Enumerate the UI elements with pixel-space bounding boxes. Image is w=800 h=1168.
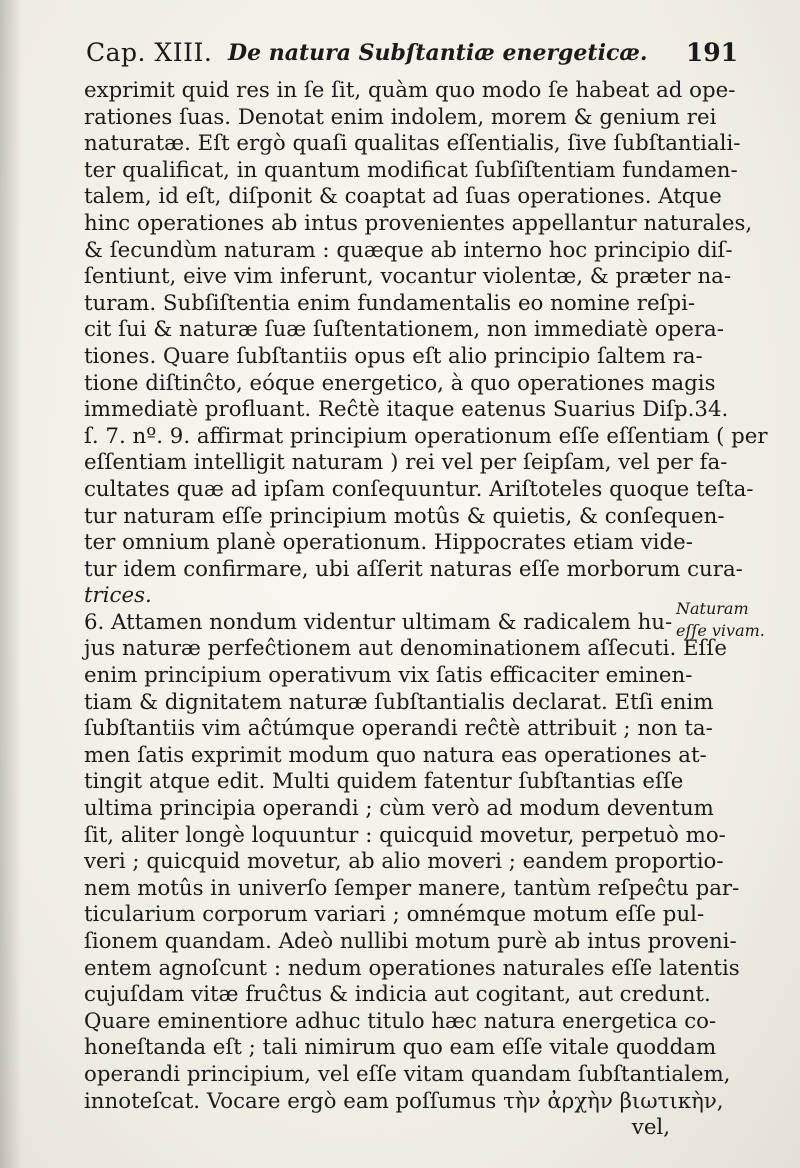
text-line: tur naturam eſſe principium motûs & quietis, & conſequen- <box>84 503 725 529</box>
text-line: rationes ſuas. Denotat enim indolem, morem & genium rei <box>84 104 717 130</box>
text-line: operandi principium, vel eſſe vitam quandam ſubſtantialem, <box>84 1061 731 1087</box>
text-line: ſionem quandam. Adeò nullibi motum purè ab intus proveni- <box>84 929 737 954</box>
text-line: tur idem confirmare, ubi aſſerit naturas eſſe morborum cura- <box>84 556 743 582</box>
text-line: turam. Subſiſtentia enim fundamentalis eo nomine reſpi- <box>84 290 696 316</box>
marginal-note-line: Naturam <box>676 599 749 618</box>
marginal-note-line: eſſe vivam. <box>676 621 765 640</box>
text-line: jus naturæ perfeĉtionem aut denominationem aſſecuti. Eſſe <box>84 636 727 662</box>
text-line: cit ſui & naturæ ſuæ ſuſtentationem, non immediatè opera- <box>84 317 724 343</box>
text-line: tiam & dignitatem naturæ ſubſtantialis declarat. Etſi enim <box>84 689 714 715</box>
text-line: men ſatis exprimit modum quo natura eas operationes at- <box>84 742 707 768</box>
text-line: veri ; quicquid movetur, ab alio moveri ; eandem proportio- <box>84 849 724 875</box>
catchword: vel, <box>631 1115 670 1141</box>
text-line: trices. <box>84 583 152 609</box>
text-line: innoteſcat. Vocare ergò eam poſſumus τὴν ἀρχὴν βιωτικὴν, <box>84 1088 724 1114</box>
text-line: immediatè profluant. Reĉtè itaque eatenus Suarius Diſp.34. <box>84 397 729 423</box>
text-line: exprimit quid res in ſe ſit, quàm quo modo ſe habeat ad ope- <box>84 78 736 103</box>
text-line: ſentiunt, eive vim inferunt, vocantur violentæ, & præter na- <box>84 264 732 290</box>
text-line: cultates quæ ad ipſam conſequuntur. Ariſtoteles quoque teſta- <box>84 476 754 502</box>
text-line: & ſecundùm naturam : quæque ab interno hoc principio diſ- <box>84 237 733 263</box>
chapter-label: Cap. XIII. <box>86 38 213 67</box>
text-line: nem motûs in univerſo ſemper manere, tantùm reſpeĉtu par- <box>84 875 740 901</box>
text-line: tiones. Quare ſubſtantiis opus eſt alio principio ſaltem ra- <box>84 343 703 369</box>
text-line: hinc operationes ab intus provenientes appellantur naturales, <box>84 210 753 236</box>
marginal-note <box>676 598 786 642</box>
text-line: ticularium corporum variari ; omnémque motum eſſe pul- <box>84 902 705 928</box>
text-line: eſſentiam intelligit naturam ) rei vel per ſeipſam, vel per fa- <box>84 450 728 476</box>
text-line: naturatæ. Eſt ergò quaſi qualitas eſſentialis, ſive ſubſtantiali- <box>84 131 741 157</box>
text-line: tione diſtinĉto, eóque energetico, à quo operationes magis <box>84 370 716 396</box>
text-line: entem agnoſcunt : nedum operationes naturales eſſe latentis <box>84 955 740 981</box>
text-line: ſ. 7. nº. 9. affirmat principium operationum eſſe eſſentiam ( per <box>84 423 768 449</box>
text-line: tingit atque edit. Multi quidem fatentur ſubſtantias eſſe <box>84 769 684 795</box>
text-line: talem, id eſt, diſponit & coaptat ad ſuas operationes. Atque <box>84 184 722 210</box>
text-line: ter qualificat, in quantum modificat ſubſiſtentiam fundamen- <box>84 157 738 183</box>
text-line: enim principium operativum vix ſatis efficaciter eminen- <box>84 663 693 689</box>
running-head <box>86 38 738 74</box>
text-line: Quare eminentiore adhuc titulo hæc natura energetica co- <box>84 1008 717 1034</box>
text-line: ultima principia operandi ; cùm verò ad modum deventum <box>84 796 714 822</box>
text-line: ſubſtantiis vim aĉtúmque operandi reĉtè attribuit ; non ta- <box>84 716 713 742</box>
text-line: ter omnium planè operationum. Hippocrates etiam vide- <box>84 530 693 556</box>
text-line: cujuſdam vitæ fruĉtus & indicia aut cogitant, aut credunt. <box>84 982 711 1008</box>
text-line: 6. Attamen nondum videntur ultimam & radicalem hu- <box>84 609 673 635</box>
text-line: honeſtanda eſt ; tali nimirum quo eam eſſe vitale quoddam <box>84 1035 717 1061</box>
text-line: ſit, aliter longè loquuntur : quicquid movetur, perpetuò mo- <box>84 822 726 848</box>
chapter-title: De natura Subſtantiæ energeticæ. <box>228 40 648 66</box>
page-number: 191 <box>685 38 738 67</box>
